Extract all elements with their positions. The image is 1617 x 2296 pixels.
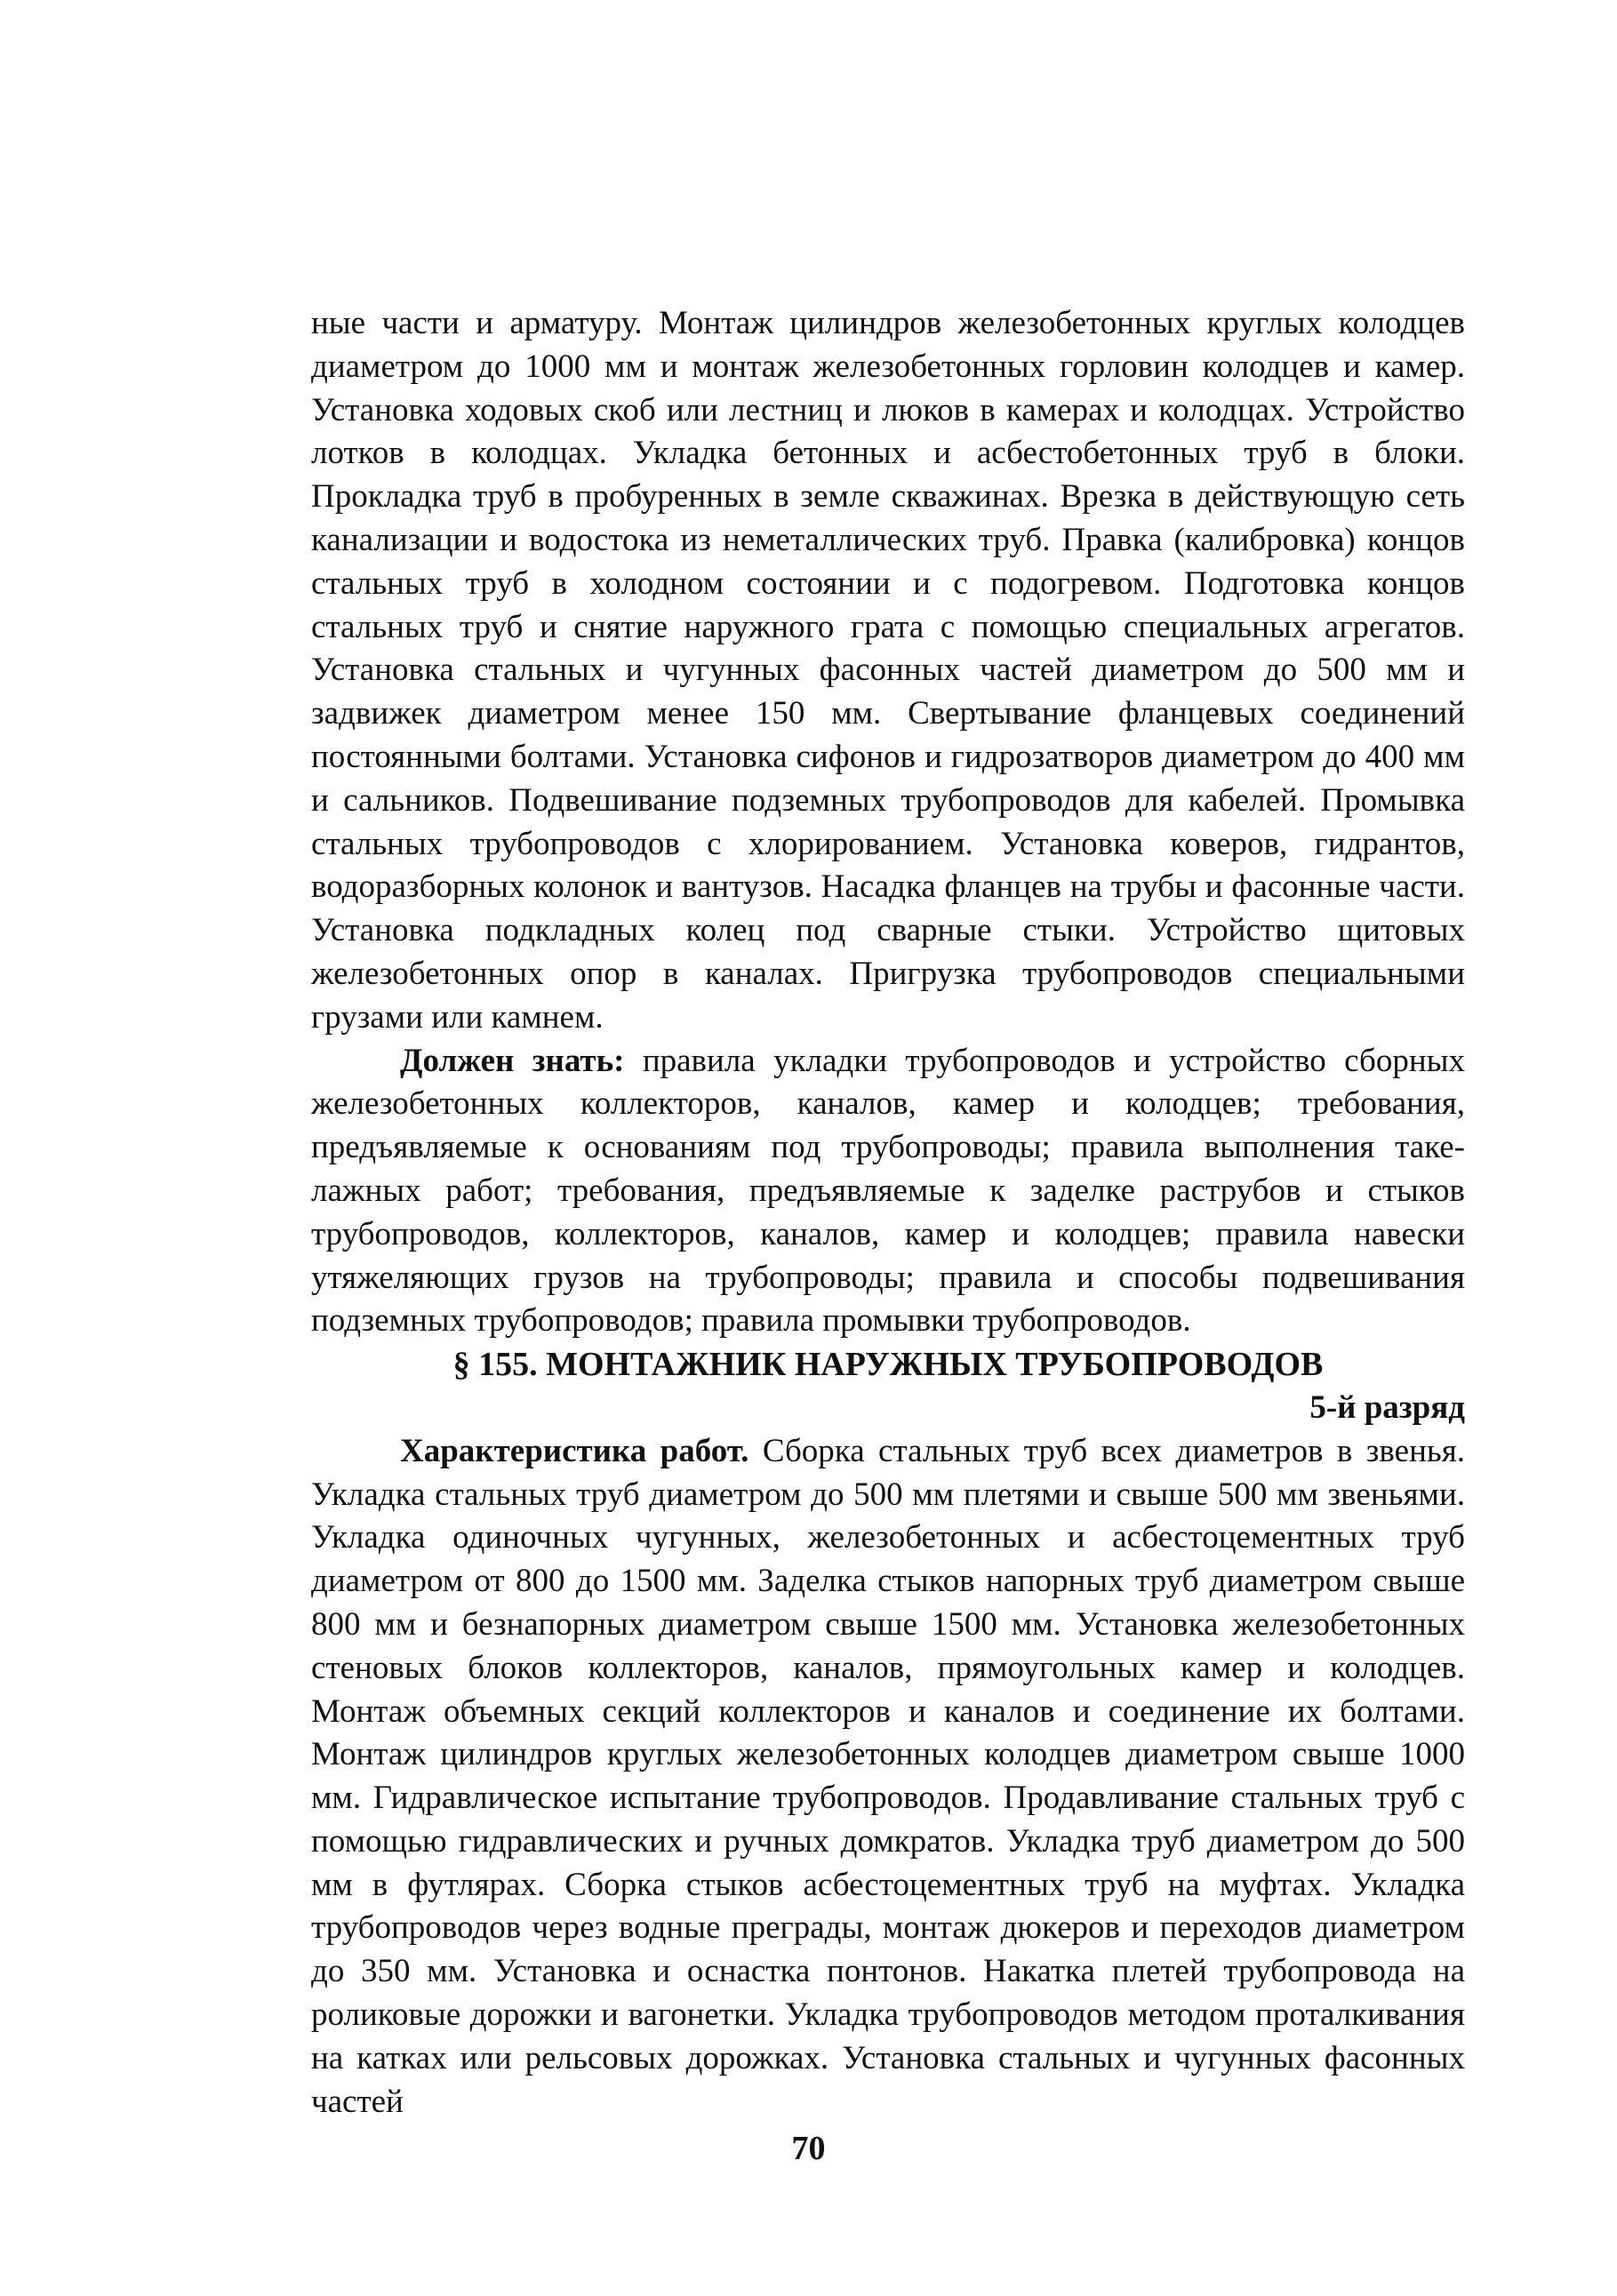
must-know-label: Должен знать:	[400, 1042, 625, 1079]
characteristics-text: Сборка стальных труб всех диаметров в звенья. Укладка стальных труб диаметром до 500 мм плетями и свыше 500 мм звеньями. Укладка одиночных чугунных, железобетонных и асбестоцементных труб диаметром от 800 до 1500 мм. Заделка стыков напорных труб диаметром свыше 800 мм и безнапорных диаметром свыше 1500 мм. Установка железобетонных стеновых блоков коллекторов, каналов, прямоугольных камер и колодцев. Монтаж объемных секций коллекторов и каналов и соединение их болтами. Монтаж цилиндров круглых железобетонных колодцев диаметром свыше 1000 мм. Гидравлическое испытание трубопроводов. Продавливание стальных труб с помощью гидравлических и ручных домкратов. Укладка труб диаметром до 500 мм в футлярах. Сборка стыков асбестоцементных труб на муфтах. Укладка трубопроводов через водные преграды, монтаж дюкеров и переходов диаметром до 350 мм. Установка и оснастка понтонов. Накатка плетей трубопровода на роликовые дорожки и вагонетки. Укладка трубопроводов методом проталкивания на катках или рельсовых дорожках. Установка стальных и чугунных фасонных частей	[311, 1432, 1466, 2120]
characteristics-paragraph	[311, 1430, 1465, 2124]
continuation-paragraph: ные части и арматуру. Монтаж цилиндров железобетонных круглых колодцев диаметром до 1000 мм и монтаж железобетонных горловин колодцев и камер. Установка ходовых скоб или лестниц и люков в камерах и колодцах. Устройство лотков в колодцах. Укладка бетонных и асбестобетонных труб в блоки. Прокладка труб в пробуренных в земле скважинах. Врезка в действующую сеть канализации и водостока из неметаллических труб. Правка (калибровка) концов стальных труб в холодном состоянии и с подогревом. Подготовка концов стальных труб и снятие наружного грата с помощью специальных агрегатов. Установка стальных и чугунных фасонных частей диаметром до 500 мм и задвижек диаметром менее 150 мм. Свертывание фланцевых соединений постоянными болтами. Установка сифонов и гидрозатворов диаметром до 400 мм и сальников. Подвешивание подземных трубопроводов для кабелей. Промывка стальных трубопроводов с хлорированием. Установка коверов, гидрантов, водоразборных колонок и вантузов. Насадка фланцев на трубы и фасонные части. Установка подкладных колец под сварные стыки. Устройство щитовых железобетонных опор в каналах. Пригрузка трубопроводов специальными грузами или камнем.	[311, 305, 1465, 1036]
characteristics-label: Характеристика работ.	[400, 1432, 749, 1469]
page-body	[311, 302, 1465, 2124]
grade-label: 5-й разряд	[1309, 1388, 1465, 1426]
section-heading: § 155. МОНТАЖНИК НАРУЖНЫХ ТРУБОПРОВОДОВ	[452, 1346, 1324, 1384]
must-know-paragraph	[311, 1040, 1465, 1344]
page-number: 70	[791, 2130, 826, 2167]
must-know-text: правила укладки трубопроводов и устройство сборных железобетонных коллекторов, каналов, камер и колодцев; требования, предъявляемые к основаниям под трубопроводы; правила выполнения такелажных работ; требования, предъявляемые к заделке раструбов и стыков трубопроводов, коллекторов, каналов, камер и колодцев; правила навески утяжеляющих грузов на трубопроводы; правила и способы подвешивания подземных трубопроводов; правила промывки трубопроводов.	[311, 1042, 1465, 1340]
